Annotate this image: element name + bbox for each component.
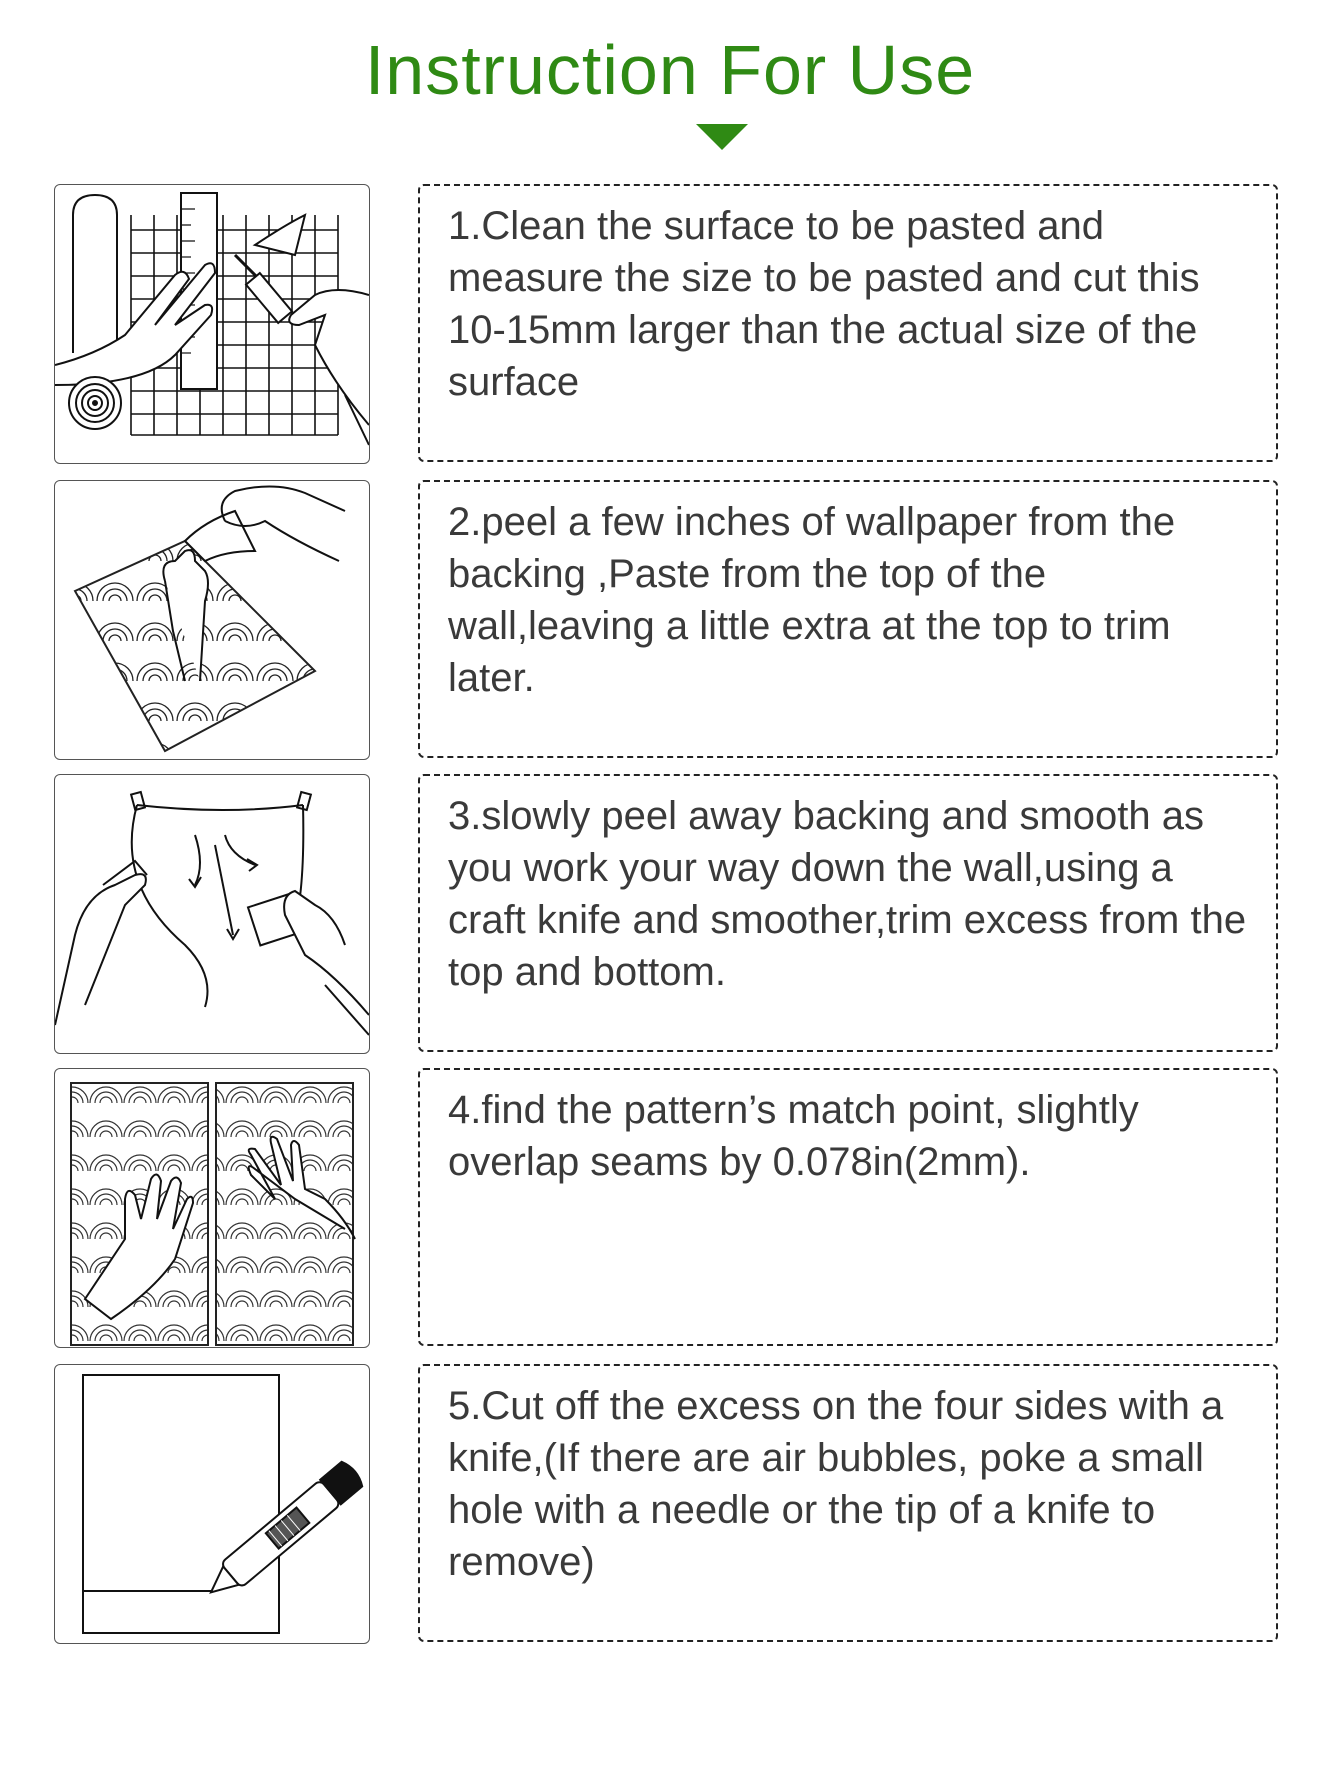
step-3-box	[418, 774, 1278, 1052]
step-4-illustration	[54, 1068, 370, 1348]
step-5-box	[418, 1364, 1278, 1642]
step-5-text: 5.Cut off the excess on the four sides with a knife,(If there are air bubbles, poke a small hole with a needle or the tip of a knife to remove)	[448, 1384, 1224, 1584]
step-1-illustration	[54, 184, 370, 464]
step-3-illustration	[54, 774, 370, 1054]
step-3-text: 3.slowly peel away backing and smooth as you work your way down the wall,using a craft knife and smoother,trim excess from the top and bottom.	[448, 794, 1247, 994]
step-4-box	[418, 1068, 1278, 1346]
step-5	[0, 1364, 1340, 1644]
step-5-illustration	[54, 1364, 370, 1644]
step-1-box	[418, 184, 1278, 462]
step-1-text: 1.Clean the surface to be pasted and measure the size to be pasted and cut this 10-15mm larger than the actual size of the surface	[448, 204, 1200, 404]
step-1	[0, 184, 1340, 464]
step-2	[0, 480, 1340, 760]
step-2-text: 2.peel a few inches of wallpaper from the backing ,Paste from the top of the wall,leaving a little extra at the top to trim later.	[448, 500, 1176, 700]
arrow-down-icon	[696, 124, 748, 150]
step-4-text: 4.find the pattern’s match point, slightly overlap seams by 0.078in(2mm).	[448, 1088, 1139, 1184]
step-4	[0, 1068, 1340, 1348]
step-2-box	[418, 480, 1278, 758]
step-3	[0, 774, 1340, 1054]
step-2-illustration	[54, 480, 370, 760]
page-title: Instruction For Use	[364, 31, 976, 109]
